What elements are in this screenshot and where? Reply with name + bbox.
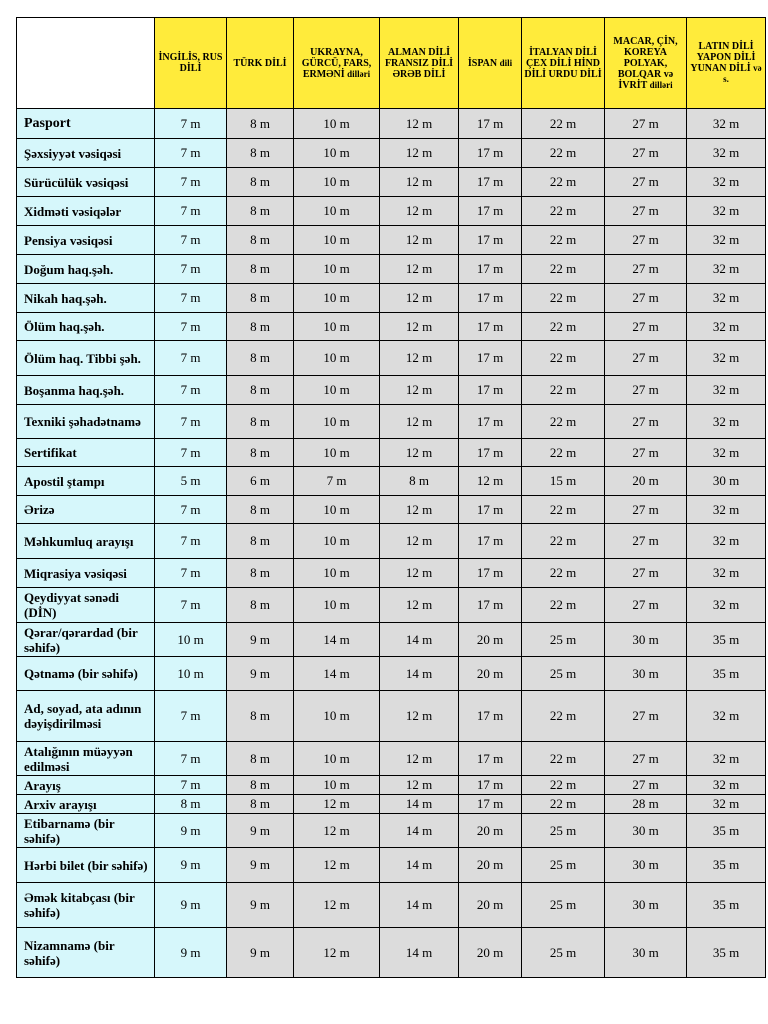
price-cell: 7 m — [155, 109, 227, 139]
column-header-label: İNGİLİS, RUS DİLİ — [158, 52, 223, 74]
price-cell: 8 m — [380, 467, 459, 496]
price-cell: 8 m — [227, 255, 294, 284]
price-cell: 8 m — [227, 691, 294, 742]
column-header-sublabel: dili — [499, 57, 513, 68]
price-cell: 9 m — [155, 883, 227, 928]
document-type-label: Pensiya vəsiqəsi — [17, 226, 155, 255]
price-cell: 12 m — [380, 376, 459, 405]
price-cell: 27 m — [605, 109, 687, 139]
document-type-label: Ad, soyad, ata adının dəyişdirilməsi — [17, 691, 155, 742]
price-cell: 14 m — [380, 795, 459, 814]
price-cell: 8 m — [227, 109, 294, 139]
price-cell: 22 m — [522, 742, 605, 776]
price-cell: 10 m — [294, 691, 380, 742]
table-row — [17, 168, 766, 197]
price-cell: 8 m — [227, 197, 294, 226]
price-cell: 12 m — [294, 883, 380, 928]
table-row — [17, 341, 766, 376]
price-cell: 30 m — [605, 883, 687, 928]
document-type-label: Boşanma haq.şəh. — [17, 376, 155, 405]
price-cell: 27 m — [605, 226, 687, 255]
table-row — [17, 139, 766, 168]
price-cell: 22 m — [522, 524, 605, 559]
price-cell: 9 m — [155, 928, 227, 978]
price-cell: 25 m — [522, 928, 605, 978]
document-type-label: Nizamnamə (bir səhifə) — [17, 928, 155, 978]
price-cell: 17 m — [459, 376, 522, 405]
document-type-label: Doğum haq.şəh. — [17, 255, 155, 284]
header-corner-cell — [17, 18, 155, 109]
price-cell: 27 m — [605, 439, 687, 467]
price-cell: 12 m — [380, 439, 459, 467]
price-cell: 17 m — [459, 313, 522, 341]
table-row — [17, 439, 766, 467]
price-cell: 8 m — [227, 226, 294, 255]
price-cell: 14 m — [380, 623, 459, 657]
column-header — [687, 18, 766, 109]
price-cell: 28 m — [605, 795, 687, 814]
price-cell: 8 m — [227, 524, 294, 559]
document-type-label: Sürücülük vəsiqəsi — [17, 168, 155, 197]
price-cell: 12 m — [380, 405, 459, 439]
price-cell: 12 m — [380, 742, 459, 776]
price-cell: 27 m — [605, 197, 687, 226]
price-cell: 22 m — [522, 776, 605, 795]
price-cell: 17 m — [459, 776, 522, 795]
price-cell: 7 m — [155, 313, 227, 341]
price-cell: 17 m — [459, 559, 522, 588]
table-row — [17, 524, 766, 559]
price-cell: 12 m — [380, 776, 459, 795]
table-row — [17, 559, 766, 588]
price-cell: 32 m — [687, 168, 766, 197]
document-type-label: Xidməti vəsiqələr — [17, 197, 155, 226]
column-header-sublabel: dilləri — [649, 79, 673, 90]
table-row — [17, 313, 766, 341]
price-cell: 8 m — [227, 341, 294, 376]
price-cell: 17 m — [459, 742, 522, 776]
price-cell: 7 m — [155, 588, 227, 623]
table-row — [17, 226, 766, 255]
header-row — [17, 18, 766, 109]
price-cell: 27 m — [605, 496, 687, 524]
column-header — [522, 18, 605, 109]
price-cell: 22 m — [522, 284, 605, 313]
price-cell: 25 m — [522, 623, 605, 657]
price-cell: 17 m — [459, 405, 522, 439]
price-cell: 7 m — [155, 524, 227, 559]
price-cell: 8 m — [227, 284, 294, 313]
price-cell: 22 m — [522, 341, 605, 376]
price-cell: 10 m — [155, 657, 227, 691]
price-cell: 17 m — [459, 341, 522, 376]
price-cell: 30 m — [605, 657, 687, 691]
price-cell: 20 m — [459, 623, 522, 657]
document-type-label: Qətnamə (bir səhifə) — [17, 657, 155, 691]
document-type-label: Nikah haq.şəh. — [17, 284, 155, 313]
price-cell: 7 m — [155, 168, 227, 197]
price-cell: 32 m — [687, 742, 766, 776]
price-cell: 12 m — [380, 496, 459, 524]
table-row — [17, 795, 766, 814]
price-cell: 32 m — [687, 284, 766, 313]
price-cell: 27 m — [605, 313, 687, 341]
price-cell: 27 m — [605, 255, 687, 284]
price-cell: 32 m — [687, 439, 766, 467]
price-cell: 22 m — [522, 691, 605, 742]
price-cell: 20 m — [459, 814, 522, 848]
price-cell: 8 m — [227, 795, 294, 814]
column-header — [605, 18, 687, 109]
price-cell: 8 m — [227, 496, 294, 524]
table-row — [17, 623, 766, 657]
price-cell: 20 m — [459, 848, 522, 883]
table-row — [17, 255, 766, 284]
price-cell: 17 m — [459, 197, 522, 226]
price-cell: 27 m — [605, 405, 687, 439]
price-cell: 32 m — [687, 588, 766, 623]
document-type-label: Etibarnamə (bir səhifə) — [17, 814, 155, 848]
price-cell: 6 m — [227, 467, 294, 496]
price-cell: 7 m — [155, 742, 227, 776]
price-cell: 12 m — [294, 795, 380, 814]
price-cell: 27 m — [605, 168, 687, 197]
price-cell: 10 m — [294, 439, 380, 467]
column-header — [155, 18, 227, 109]
price-cell: 32 m — [687, 197, 766, 226]
price-cell: 22 m — [522, 588, 605, 623]
table-row — [17, 776, 766, 795]
column-header-label: İTALYAN DİLİ ÇEX DİLİ HİND DİLİ URDU DİLİ — [524, 46, 602, 80]
price-cell: 17 m — [459, 524, 522, 559]
price-cell: 7 m — [155, 197, 227, 226]
price-cell: 22 m — [522, 313, 605, 341]
document-type-label: Texniki şəhadətnamə — [17, 405, 155, 439]
price-cell: 7 m — [155, 776, 227, 795]
table-row — [17, 814, 766, 848]
price-cell: 12 m — [380, 284, 459, 313]
price-table — [16, 17, 766, 978]
price-cell: 7 m — [155, 226, 227, 255]
table-row — [17, 109, 766, 139]
price-cell: 35 m — [687, 657, 766, 691]
price-cell: 12 m — [380, 588, 459, 623]
document-type-label: Arayış — [17, 776, 155, 795]
table-row — [17, 883, 766, 928]
price-cell: 9 m — [155, 814, 227, 848]
price-cell: 32 m — [687, 226, 766, 255]
price-cell: 7 m — [294, 467, 380, 496]
price-cell: 30 m — [605, 848, 687, 883]
column-header-label: MACAR, ÇİN, KOREYA POLYAK, BOLQAR və İVRİT — [613, 35, 678, 91]
document-type-label: Pasport — [17, 109, 155, 139]
price-cell: 17 m — [459, 226, 522, 255]
price-cell: 14 m — [380, 814, 459, 848]
price-cell: 27 m — [605, 341, 687, 376]
column-header — [380, 18, 459, 109]
table-row — [17, 742, 766, 776]
price-cell: 22 m — [522, 405, 605, 439]
price-cell: 17 m — [459, 795, 522, 814]
price-cell: 22 m — [522, 226, 605, 255]
price-cell: 27 m — [605, 588, 687, 623]
price-cell: 12 m — [459, 467, 522, 496]
table-row — [17, 284, 766, 313]
price-cell: 14 m — [294, 623, 380, 657]
column-header-label: UKRAYNA, GÜRCÜ, FARS, ERMƏNİ — [301, 46, 372, 80]
price-cell: 10 m — [294, 168, 380, 197]
price-cell: 14 m — [380, 928, 459, 978]
column-header-label: LATIN DİLİ YAPON DİLİ YUNAN DİLİ — [690, 41, 756, 74]
price-cell: 12 m — [380, 139, 459, 168]
document-type-label: Ölüm haq.şəh. — [17, 313, 155, 341]
table-row — [17, 467, 766, 496]
price-cell: 17 m — [459, 496, 522, 524]
price-cell: 32 m — [687, 139, 766, 168]
price-cell: 8 m — [227, 405, 294, 439]
table-row — [17, 928, 766, 978]
price-cell: 9 m — [227, 883, 294, 928]
price-cell: 8 m — [227, 559, 294, 588]
price-cell: 20 m — [459, 657, 522, 691]
price-cell: 9 m — [227, 657, 294, 691]
price-cell: 9 m — [227, 623, 294, 657]
document-type-label: Qərar/qərardad (bir səhifə) — [17, 623, 155, 657]
price-cell: 35 m — [687, 814, 766, 848]
price-cell: 27 m — [605, 284, 687, 313]
price-cell: 25 m — [522, 848, 605, 883]
price-cell: 10 m — [294, 284, 380, 313]
price-cell: 12 m — [380, 168, 459, 197]
price-cell: 32 m — [687, 496, 766, 524]
price-cell: 32 m — [687, 559, 766, 588]
price-cell: 10 m — [294, 776, 380, 795]
column-header-label: TÜRK DİLİ — [233, 57, 287, 69]
price-cell: 8 m — [227, 776, 294, 795]
price-cell: 17 m — [459, 691, 522, 742]
table-row — [17, 405, 766, 439]
price-cell: 7 m — [155, 439, 227, 467]
document-type-label: Ərizə — [17, 496, 155, 524]
price-cell: 27 m — [605, 524, 687, 559]
price-cell: 22 m — [522, 197, 605, 226]
price-cell: 35 m — [687, 848, 766, 883]
price-cell: 12 m — [380, 691, 459, 742]
price-cell: 35 m — [687, 623, 766, 657]
price-cell: 12 m — [380, 559, 459, 588]
price-cell: 27 m — [605, 691, 687, 742]
price-cell: 8 m — [155, 795, 227, 814]
table-row — [17, 588, 766, 623]
column-header-sublabel: və s. — [723, 63, 762, 84]
price-cell: 7 m — [155, 496, 227, 524]
price-cell: 10 m — [294, 524, 380, 559]
price-cell: 7 m — [155, 405, 227, 439]
price-cell: 25 m — [522, 657, 605, 691]
price-cell: 12 m — [380, 197, 459, 226]
price-cell: 8 m — [227, 439, 294, 467]
price-cell: 8 m — [227, 376, 294, 405]
price-cell: 10 m — [294, 405, 380, 439]
price-cell: 30 m — [687, 467, 766, 496]
price-cell: 14 m — [294, 657, 380, 691]
document-type-label: Əmək kitabçası (bir səhifə) — [17, 883, 155, 928]
price-cell: 10 m — [294, 139, 380, 168]
price-cell: 8 m — [227, 168, 294, 197]
table-body — [17, 109, 766, 978]
price-cell: 10 m — [294, 376, 380, 405]
price-cell: 32 m — [687, 776, 766, 795]
price-cell: 8 m — [227, 139, 294, 168]
price-cell: 17 m — [459, 139, 522, 168]
price-cell: 7 m — [155, 691, 227, 742]
price-cell: 32 m — [687, 405, 766, 439]
document-type-label: Hərbi bilet (bir səhifə) — [17, 848, 155, 883]
price-cell: 14 m — [380, 848, 459, 883]
price-cell: 32 m — [687, 341, 766, 376]
price-cell: 10 m — [294, 313, 380, 341]
price-cell: 7 m — [155, 559, 227, 588]
document-type-label: Atalığının müəyyən edilməsi — [17, 742, 155, 776]
price-cell: 9 m — [227, 814, 294, 848]
price-cell: 8 m — [227, 313, 294, 341]
price-cell: 9 m — [155, 848, 227, 883]
price-cell: 10 m — [294, 109, 380, 139]
price-cell: 12 m — [380, 524, 459, 559]
price-cell: 22 m — [522, 559, 605, 588]
document-type-label: Məhkumluq arayışı — [17, 524, 155, 559]
price-cell: 12 m — [380, 341, 459, 376]
price-cell: 17 m — [459, 284, 522, 313]
document-type-label: Ölüm haq. Tibbi şəh. — [17, 341, 155, 376]
column-header-label: İSPAN — [467, 57, 498, 69]
price-cell: 10 m — [294, 742, 380, 776]
table-row — [17, 691, 766, 742]
price-cell: 12 m — [380, 109, 459, 139]
price-cell: 10 m — [294, 341, 380, 376]
column-header-sublabel: dilləri — [347, 68, 371, 79]
price-cell: 17 m — [459, 588, 522, 623]
price-cell: 35 m — [687, 883, 766, 928]
price-cell: 22 m — [522, 109, 605, 139]
price-cell: 5 m — [155, 467, 227, 496]
price-cell: 17 m — [459, 255, 522, 284]
price-cell: 12 m — [380, 255, 459, 284]
document-type-label: Şəxsiyyət vəsiqəsi — [17, 139, 155, 168]
price-cell: 17 m — [459, 168, 522, 197]
price-cell: 22 m — [522, 496, 605, 524]
price-cell: 32 m — [687, 313, 766, 341]
document-type-label: Arxiv arayışı — [17, 795, 155, 814]
table-row — [17, 376, 766, 405]
price-cell: 12 m — [294, 848, 380, 883]
document-type-label: Qeydiyyat sənədi (DİN) — [17, 588, 155, 623]
price-cell: 22 m — [522, 168, 605, 197]
price-cell: 12 m — [294, 814, 380, 848]
price-cell: 10 m — [294, 197, 380, 226]
price-cell: 10 m — [294, 226, 380, 255]
price-cell: 20 m — [605, 467, 687, 496]
price-cell: 10 m — [294, 496, 380, 524]
table-row — [17, 496, 766, 524]
price-cell: 27 m — [605, 139, 687, 168]
price-cell: 27 m — [605, 376, 687, 405]
price-cell: 30 m — [605, 814, 687, 848]
price-cell: 22 m — [522, 439, 605, 467]
price-cell: 32 m — [687, 795, 766, 814]
document-type-label: Miqrasiya vəsiqəsi — [17, 559, 155, 588]
column-header — [459, 18, 522, 109]
price-cell: 27 m — [605, 742, 687, 776]
price-cell: 32 m — [687, 524, 766, 559]
price-cell: 30 m — [605, 928, 687, 978]
table-row — [17, 197, 766, 226]
price-cell: 7 m — [155, 284, 227, 313]
price-cell: 7 m — [155, 139, 227, 168]
price-cell: 25 m — [522, 814, 605, 848]
price-cell: 22 m — [522, 139, 605, 168]
price-cell: 14 m — [380, 657, 459, 691]
price-cell: 32 m — [687, 109, 766, 139]
price-cell: 14 m — [380, 883, 459, 928]
price-cell: 25 m — [522, 883, 605, 928]
price-cell: 32 m — [687, 691, 766, 742]
price-cell: 10 m — [294, 559, 380, 588]
price-cell: 9 m — [227, 928, 294, 978]
price-cell: 8 m — [227, 588, 294, 623]
price-cell: 10 m — [294, 588, 380, 623]
table-row — [17, 848, 766, 883]
price-cell: 7 m — [155, 255, 227, 284]
price-cell: 22 m — [522, 795, 605, 814]
table-row — [17, 657, 766, 691]
price-cell: 35 m — [687, 928, 766, 978]
price-cell: 32 m — [687, 376, 766, 405]
price-cell: 27 m — [605, 776, 687, 795]
price-cell: 7 m — [155, 376, 227, 405]
price-cell: 30 m — [605, 623, 687, 657]
price-cell: 12 m — [294, 928, 380, 978]
price-cell: 15 m — [522, 467, 605, 496]
price-cell: 9 m — [227, 848, 294, 883]
price-cell: 8 m — [227, 742, 294, 776]
price-cell: 20 m — [459, 928, 522, 978]
column-header — [227, 18, 294, 109]
price-cell: 32 m — [687, 255, 766, 284]
price-cell: 17 m — [459, 109, 522, 139]
price-cell: 12 m — [380, 313, 459, 341]
price-cell: 20 m — [459, 883, 522, 928]
price-cell: 27 m — [605, 559, 687, 588]
document-type-label: Apostil ştampı — [17, 467, 155, 496]
price-cell: 10 m — [294, 255, 380, 284]
price-cell: 22 m — [522, 376, 605, 405]
column-header-label: ALMAN DİLİ FRANSIZ DİLİ ƏRƏB DİLİ — [384, 46, 454, 80]
column-header — [294, 18, 380, 109]
price-cell: 12 m — [380, 226, 459, 255]
price-cell: 10 m — [155, 623, 227, 657]
document-type-label: Sertifikat — [17, 439, 155, 467]
price-cell: 22 m — [522, 255, 605, 284]
price-cell: 7 m — [155, 341, 227, 376]
price-cell: 17 m — [459, 439, 522, 467]
